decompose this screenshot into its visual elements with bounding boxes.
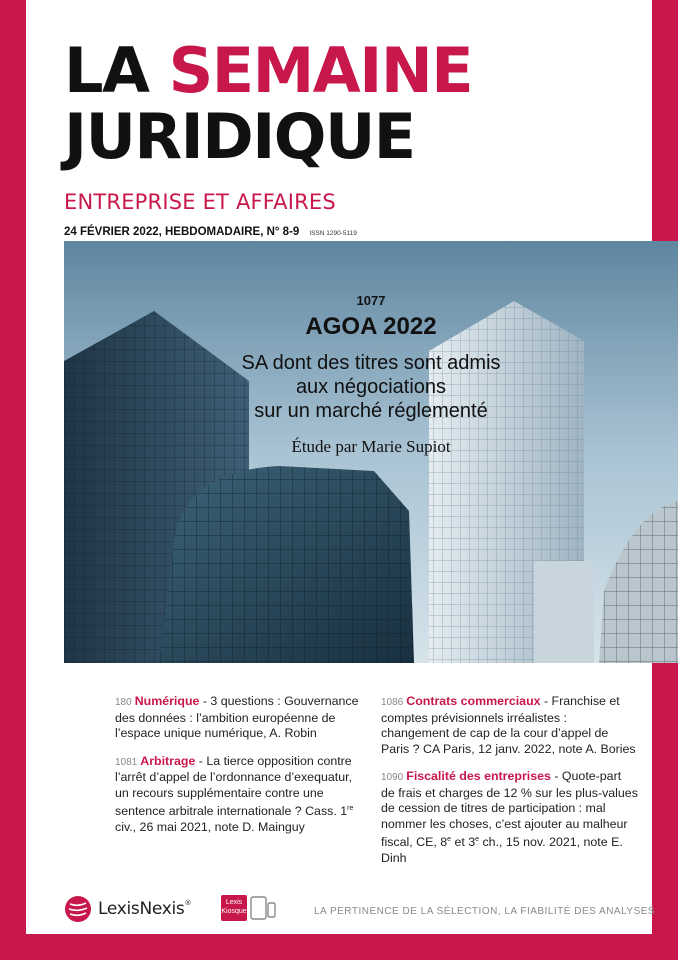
item-text: - Franchise et comptes prévisionnels irréalistes : changement de cap de la cour d’appel de Paris ? CA Paris, 12 janv. 2022, note A. Bories (381, 694, 636, 756)
item-title: Fiscalité des entreprises (406, 769, 551, 783)
item-number: 1086 (381, 697, 404, 708)
item-sup: e (447, 836, 452, 843)
contents-item (381, 694, 638, 757)
tablet-icon (251, 897, 266, 919)
item-sup: e (475, 836, 480, 843)
masthead-juridique: JURIDIQUE (64, 100, 415, 173)
story-byline: Étude par Marie Supiot (291, 437, 451, 456)
item-title: Numérique (134, 694, 200, 708)
lexis-kiosque-icon (221, 895, 247, 921)
masthead-line-1 (64, 34, 473, 107)
publisher-logo (64, 895, 191, 923)
item-text: - La tierce opposition contre l’arrêt d’appel de l’ordonnance d’exequatur, un recours supplémentaire contre une sentence arbitrale internationale ? Cass. 1 (115, 753, 352, 819)
devices-icon (250, 895, 276, 921)
story-subtitle-line: SA dont des titres sont admis (241, 352, 501, 374)
kiosque-top: Lexis (225, 899, 243, 906)
kiosque-bottom: Kiosque (221, 908, 247, 915)
story-subtitle-line: sur un marché réglementé (254, 400, 488, 422)
story-subtitle-line: aux négociations (295, 376, 447, 398)
masthead-la: LA (64, 34, 149, 107)
item-sup: re (347, 805, 354, 812)
contents-column-left (115, 694, 367, 847)
registered-mark: ® (184, 899, 192, 907)
item-number: 1090 (381, 772, 404, 783)
publisher-name-text: LexisNexis (98, 899, 185, 919)
contents-item (381, 769, 638, 866)
item-title: Contrats commerciaux (406, 694, 541, 708)
contents-item (115, 754, 367, 836)
issue-date: 24 FÉVRIER 2022, HEBDOMADAIRE, N° 8-9 (64, 226, 300, 238)
item-text: - 3 questions : Gouvernance des données : l’ambition européenne de l’espace unique numérique, A. Robin (115, 694, 359, 740)
item-text: civ., 26 mai 2021, note D. Mainguy (115, 819, 305, 834)
item-number: 180 (115, 697, 132, 708)
contents-column-right (381, 694, 638, 878)
issn: ISSN 1290-5119 (309, 230, 357, 237)
item-number: 1081 (115, 756, 138, 768)
masthead-semaine: SEMAINE (168, 34, 473, 107)
publisher-name (98, 899, 191, 919)
story-number: 1077 (356, 293, 386, 308)
edition-title: ENTREPRISE ET AFFAIRES (64, 190, 336, 214)
contents-item (115, 694, 367, 742)
issue-dateline (64, 226, 357, 238)
slogan: LA PERTINENCE DE LA SÉLECTION, LA FIABILITÉ DES ANALYSES (314, 906, 656, 917)
lexisnexis-logo-icon (64, 895, 92, 923)
cover-image (64, 241, 678, 663)
item-text: et 3 (451, 835, 476, 850)
story-subtitle (64, 351, 678, 423)
item-text: ch., 15 nov. 2021, note E. Dinh (381, 835, 623, 865)
item-title: Arbitrage (140, 753, 196, 768)
item-text: - Quote-part de frais et charges de 12 % sur les plus-values de cession de titres de participation : mal nommer les choses, c’est ajouter au malheur fiscal, CE, 8 (381, 769, 638, 850)
story-title: AGOA 2022 (305, 313, 437, 340)
phone-icon (268, 903, 275, 917)
